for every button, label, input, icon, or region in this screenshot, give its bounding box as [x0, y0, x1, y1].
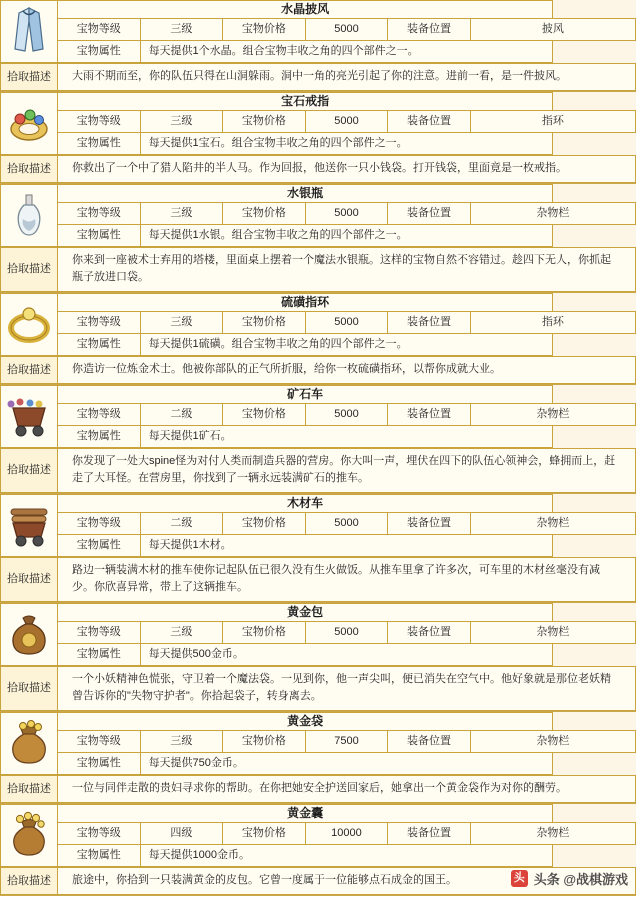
grade-value: 三级	[140, 203, 223, 225]
item-stats-row	[1, 111, 636, 133]
item-title-row	[1, 185, 636, 203]
item-desc-table	[0, 448, 636, 493]
grade-label: 宝物等级	[58, 622, 141, 644]
slot-label: 装备位置	[388, 111, 471, 133]
grade-label: 宝物等级	[58, 19, 141, 41]
grade-value: 三级	[140, 731, 223, 753]
item-name: 水晶披风	[58, 1, 553, 19]
item-icon-cell	[1, 713, 58, 775]
slot-label: 装备位置	[388, 513, 471, 535]
attr-value: 每天提供1000金币。	[140, 845, 553, 867]
price-label: 宝物价格	[223, 823, 306, 845]
price-label: 宝物价格	[223, 622, 306, 644]
grade-value: 二级	[140, 404, 223, 426]
slot-label: 装备位置	[388, 622, 471, 644]
item-table	[0, 92, 636, 155]
slot-value: 杂物栏	[470, 404, 635, 426]
item-name: 矿石车	[58, 386, 553, 404]
item-desc-table	[0, 247, 636, 292]
price-label: 宝物价格	[223, 312, 306, 334]
slot-value: 指环	[470, 111, 635, 133]
desc-row	[1, 357, 636, 384]
grade-value: 四级	[140, 823, 223, 845]
mercury-bottle-icon	[3, 187, 55, 239]
attr-value: 每天提供750金币。	[140, 753, 553, 775]
price-value: 5000	[305, 404, 388, 426]
desc-row	[1, 449, 636, 493]
item-attr-row	[1, 845, 636, 867]
item-attr-row	[1, 41, 636, 63]
item-attr-row	[1, 426, 636, 448]
item-stats-row	[1, 312, 636, 334]
item-table	[0, 0, 636, 63]
item-title-row	[1, 294, 636, 312]
price-value: 7500	[305, 731, 388, 753]
item-title-row	[1, 495, 636, 513]
desc-label: 拾取描述	[1, 449, 58, 493]
item-title-row	[1, 604, 636, 622]
attr-label: 宝物属性	[58, 426, 141, 448]
desc-label: 拾取描述	[1, 357, 58, 384]
item-attr-row	[1, 535, 636, 557]
desc-label: 拾取描述	[1, 248, 58, 292]
price-value: 5000	[305, 19, 388, 41]
grade-label: 宝物等级	[58, 111, 141, 133]
price-value: 5000	[305, 111, 388, 133]
item-attr-row	[1, 133, 636, 155]
attr-label: 宝物属性	[58, 334, 141, 356]
item-name: 硫磺指环	[58, 294, 553, 312]
price-label: 宝物价格	[223, 404, 306, 426]
slot-label: 装备位置	[388, 404, 471, 426]
item-icon-cell	[1, 805, 58, 867]
gold-bag-icon	[3, 606, 55, 658]
grade-label: 宝物等级	[58, 731, 141, 753]
slot-label: 装备位置	[388, 203, 471, 225]
item-icon-cell	[1, 93, 58, 155]
desc-label: 拾取描述	[1, 776, 58, 803]
gold-sack-icon	[3, 807, 55, 859]
desc-label: 拾取描述	[1, 64, 58, 91]
item-block	[0, 603, 636, 712]
item-table	[0, 293, 636, 356]
slot-label: 装备位置	[388, 19, 471, 41]
slot-value: 杂物栏	[470, 823, 635, 845]
attr-label: 宝物属性	[58, 845, 141, 867]
slot-label: 装备位置	[388, 312, 471, 334]
gold-pouch-icon	[3, 715, 55, 767]
item-icon-cell	[1, 604, 58, 666]
grade-label: 宝物等级	[58, 513, 141, 535]
desc-label: 拾取描述	[1, 868, 58, 895]
attr-label: 宝物属性	[58, 133, 141, 155]
attr-value: 每天提供1水银。组合宝物丰收之角的四个部件之一。	[140, 225, 553, 247]
item-title-row	[1, 93, 636, 111]
grade-label: 宝物等级	[58, 203, 141, 225]
item-table	[0, 494, 636, 557]
item-desc-table	[0, 356, 636, 384]
attr-value: 每天提供1宝石。组合宝物丰收之角的四个部件之一。	[140, 133, 553, 155]
item-name: 木材车	[58, 495, 553, 513]
attr-value: 每天提供1矿石。	[140, 426, 553, 448]
desc-text: 一位与同伴走散的贵妇寻求你的帮助。在你把她安全护送回家后，她拿出一个黄金袋作为对你的酬劳。	[58, 776, 636, 803]
cloak-icon	[3, 3, 55, 55]
attr-label: 宝物属性	[58, 644, 141, 666]
item-icon-cell	[1, 294, 58, 356]
item-attr-row	[1, 225, 636, 247]
price-value: 5000	[305, 513, 388, 535]
item-table	[0, 804, 636, 867]
grade-value: 三级	[140, 19, 223, 41]
gem-ring-icon	[3, 95, 55, 147]
item-icon-cell	[1, 386, 58, 448]
desc-row	[1, 776, 636, 803]
item-stats-row	[1, 622, 636, 644]
item-block	[0, 804, 636, 896]
desc-text: 你来到一座被术士弃用的塔楼，里面桌上摆着一个魔法水银瓶。这样的宝物自然不容错过。趁四下无人，你抓起瓶子放进口袋。	[58, 248, 636, 292]
ore-cart-icon	[3, 388, 55, 440]
item-attr-row	[1, 644, 636, 666]
item-stats-row	[1, 404, 636, 426]
desc-text: 你救出了一个中了猎人陷井的半人马。作为回报，他送你一只小钱袋。打开钱袋，里面竟是一枚戒指。	[58, 156, 636, 183]
slot-value: 指环	[470, 312, 635, 334]
desc-text: 大雨不期而至，你的队伍只得在山洞躲雨。洞中一角的亮光引起了你的注意。进前一看，是一件披风。	[58, 64, 636, 91]
item-name: 宝石戒指	[58, 93, 553, 111]
attr-value: 每天提供1木材。	[140, 535, 553, 557]
slot-value: 杂物栏	[470, 731, 635, 753]
item-stats-row	[1, 203, 636, 225]
item-desc-table	[0, 867, 636, 895]
item-desc-table	[0, 775, 636, 803]
attr-label: 宝物属性	[58, 535, 141, 557]
item-block	[0, 494, 636, 603]
item-block	[0, 92, 636, 184]
item-name: 水银瓶	[58, 185, 553, 203]
item-block	[0, 0, 636, 92]
slot-value: 杂物栏	[470, 622, 635, 644]
desc-label: 拾取描述	[1, 558, 58, 602]
item-desc-table	[0, 63, 636, 91]
item-title-row	[1, 805, 636, 823]
item-name: 黄金袋	[58, 713, 553, 731]
item-icon-cell	[1, 495, 58, 557]
desc-row	[1, 558, 636, 602]
grade-value: 三级	[140, 622, 223, 644]
item-desc-table	[0, 155, 636, 183]
item-title-row	[1, 1, 636, 19]
item-block	[0, 385, 636, 494]
item-desc-table	[0, 557, 636, 602]
slot-label: 装备位置	[388, 731, 471, 753]
grade-label: 宝物等级	[58, 312, 141, 334]
watermark-text: 头条 @战棋游戏	[533, 872, 628, 887]
item-icon-cell	[1, 185, 58, 247]
attr-value: 每天提供1硫磺。组合宝物丰收之角的四个部件之一。	[140, 334, 553, 356]
item-name: 黄金囊	[58, 805, 553, 823]
item-block	[0, 184, 636, 293]
desc-text: 路边一辆装满木材的推车使你记起队伍已很久没有生火做饭。从推车里拿了许多次，可车里的木材丝毫没有减少。你欣喜异常，带上了这辆推车。	[58, 558, 636, 602]
grade-value: 三级	[140, 111, 223, 133]
desc-row	[1, 868, 636, 895]
price-value: 10000	[305, 823, 388, 845]
item-title-row	[1, 386, 636, 404]
desc-row	[1, 667, 636, 711]
item-block	[0, 712, 636, 804]
sulfur-ring-icon	[3, 296, 55, 348]
desc-label: 拾取描述	[1, 156, 58, 183]
item-stats-row	[1, 823, 636, 845]
grade-label: 宝物等级	[58, 404, 141, 426]
desc-row	[1, 64, 636, 91]
grade-label: 宝物等级	[58, 823, 141, 845]
item-stats-row	[1, 513, 636, 535]
attr-label: 宝物属性	[58, 41, 141, 63]
desc-text: 你发现了一处大spine怪为对付人类而制造兵器的营房。你大叫一声，埋伏在四下的队伍心领神会，蜂拥而上，赶走了大耳怪。在营房里，你找到了一辆永远装满矿石的推车。	[58, 449, 636, 493]
price-label: 宝物价格	[223, 203, 306, 225]
grade-value: 二级	[140, 513, 223, 535]
price-label: 宝物价格	[223, 731, 306, 753]
toutiao-logo-icon: 头	[511, 870, 528, 887]
attr-label: 宝物属性	[58, 225, 141, 247]
item-block	[0, 293, 636, 385]
item-desc-table	[0, 666, 636, 711]
item-table	[0, 603, 636, 666]
item-table	[0, 385, 636, 448]
item-name: 黄金包	[58, 604, 553, 622]
price-value: 5000	[305, 203, 388, 225]
desc-row	[1, 156, 636, 183]
attr-value: 每天提供500金币。	[140, 644, 553, 666]
price-label: 宝物价格	[223, 19, 306, 41]
price-value: 5000	[305, 312, 388, 334]
wood-cart-icon	[3, 497, 55, 549]
desc-text: 你造访一位炼金术士。他被你部队的正气所折服，给你一枚硫磺指环，以帮你成就大业。	[58, 357, 636, 384]
item-attr-row	[1, 334, 636, 356]
attr-label: 宝物属性	[58, 753, 141, 775]
desc-label: 拾取描述	[1, 667, 58, 711]
item-attr-row	[1, 753, 636, 775]
desc-text: 一个小妖精神色慌张，守卫着一个魔法袋。一见到你，他一声尖叫，便已消失在空气中。他好象就是那位老妖精曾告诉你的"失物守护者"。你拾起袋子，转身离去。	[58, 667, 636, 711]
slot-value: 杂物栏	[470, 203, 635, 225]
item-title-row	[1, 713, 636, 731]
item-stats-row	[1, 731, 636, 753]
item-table	[0, 712, 636, 775]
attr-value: 每天提供1个水晶。组合宝物丰收之角的四个部件之一。	[140, 41, 553, 63]
item-icon-cell	[1, 1, 58, 63]
price-label: 宝物价格	[223, 513, 306, 535]
slot-value: 杂物栏	[470, 513, 635, 535]
item-stats-row	[1, 19, 636, 41]
desc-text: 旅途中，你拾到一只装满黄金的皮包。它曾一度属于一位能够点石成金的国王。	[58, 868, 636, 895]
slot-value: 披风	[470, 19, 635, 41]
price-value: 5000	[305, 622, 388, 644]
slot-label: 装备位置	[388, 823, 471, 845]
price-label: 宝物价格	[223, 111, 306, 133]
item-table	[0, 184, 636, 247]
desc-row	[1, 248, 636, 292]
grade-value: 三级	[140, 312, 223, 334]
